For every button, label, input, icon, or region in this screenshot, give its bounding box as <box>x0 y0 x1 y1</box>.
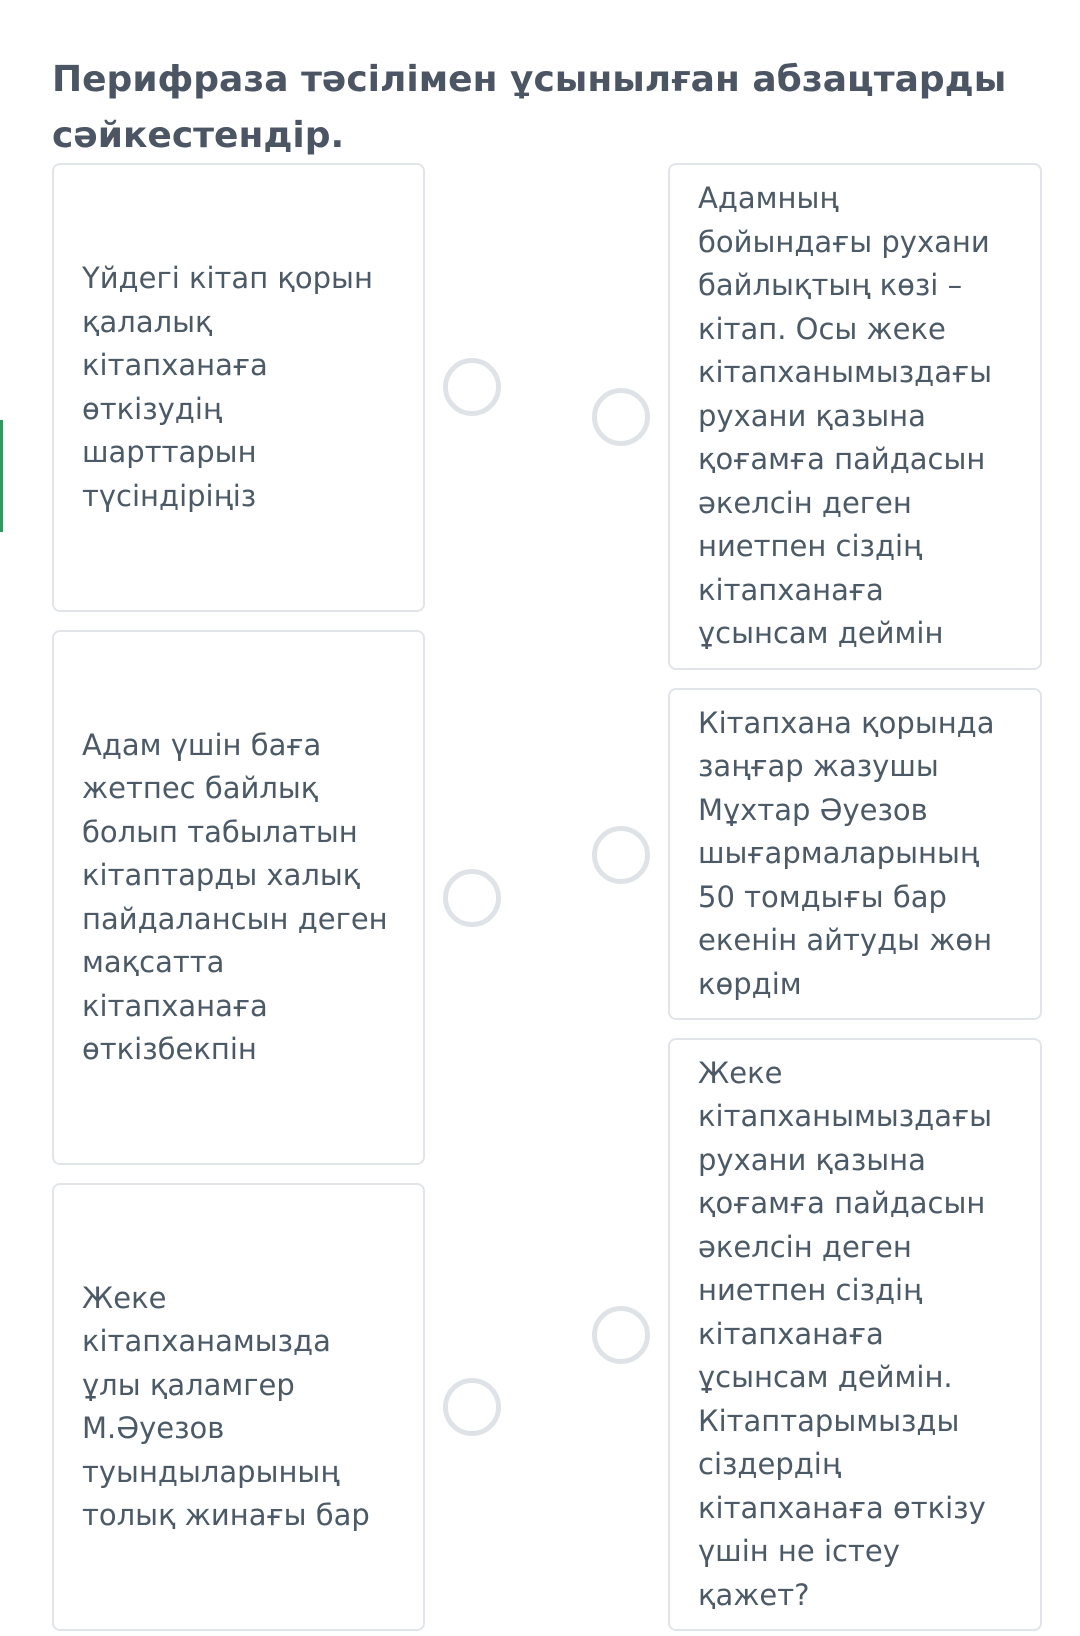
right-item-2-text: Кітапхана қорында заңғар жазушы Мұхтар Әуезов шығармаларының 50 томдығы бар екенін айтуды жөн көрдім <box>698 705 995 1001</box>
left-connector-3[interactable] <box>443 1378 501 1436</box>
right-connector-2[interactable] <box>592 826 650 884</box>
left-connector-1[interactable] <box>443 358 501 416</box>
question-title: Перифраза тәсілімен ұсынылған абзацтарды сәйкестендір. <box>52 59 1007 156</box>
left-item-1[interactable] <box>52 163 425 612</box>
right-item-1[interactable] <box>668 163 1042 670</box>
left-item-3[interactable] <box>52 1183 425 1631</box>
right-item-1-text: Адамның бойындағы рухани байлықтың көзі – кітап. Осы жеке кітапханымыздағы рухани қазына қоғамға пайдасын әкелсін деген ниетпен сіздің кітапханаға ұсынсам деймін <box>698 181 993 651</box>
right-item-3-text: Жеке кітапханымыздағы рухани қазына қоғамға пайдасын әкелсін деген ниетпен сіздің кітапханаға ұсынсам деймін. Кітаптарымызды сіздердің кітапханаға өткізу үшін не істеу қажет? <box>698 1055 993 1612</box>
left-item-2[interactable] <box>52 630 425 1165</box>
right-item-3[interactable] <box>668 1038 1042 1631</box>
right-item-2[interactable] <box>668 688 1042 1020</box>
right-connector-1[interactable] <box>592 388 650 446</box>
left-item-3-text: Жеке кітапханамызда ұлы қаламгер М.Әуезов туындыларының толық жинағы бар <box>82 1280 370 1532</box>
left-connector-2[interactable] <box>443 869 501 927</box>
right-connector-3[interactable] <box>592 1306 650 1364</box>
active-question-indicator <box>0 420 3 532</box>
left-item-1-text: Үйдегі кітап қорын қалалық кітапханаға өткізудің шарттарын түсіндіріңіз <box>82 261 373 513</box>
left-item-2-text: Адам үшін баға жетпес байлық болып табылатын кітаптарды халық пайдалансын деген мақсатта кітапханаға өткізбекпін <box>82 727 388 1066</box>
